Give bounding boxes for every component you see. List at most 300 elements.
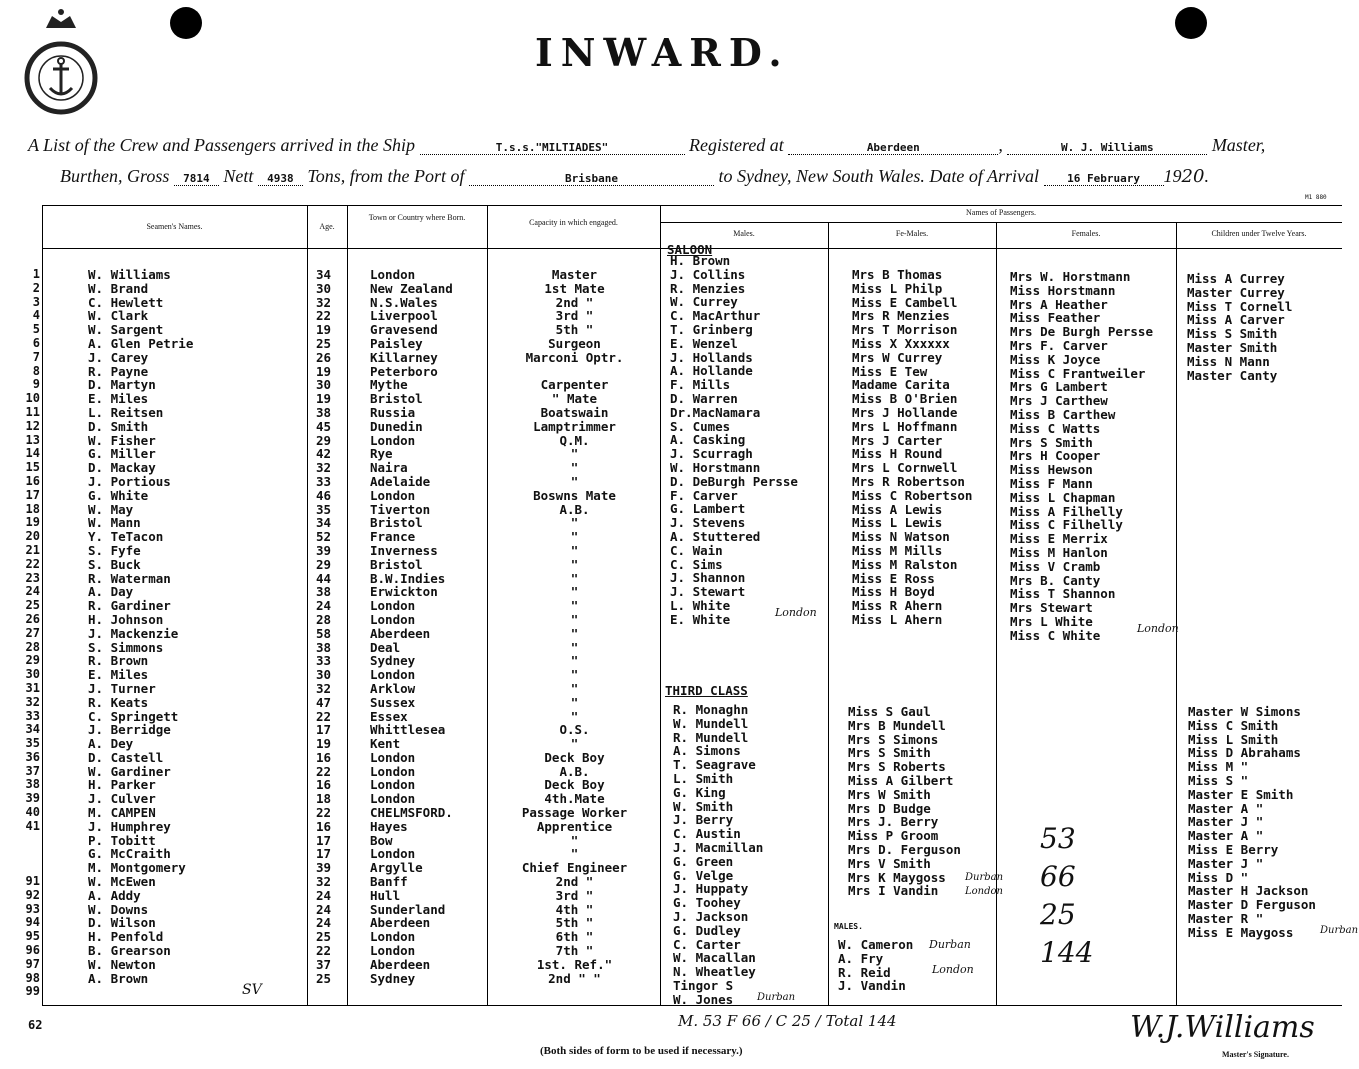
crew-age: 32 xyxy=(316,460,332,476)
initials: SV xyxy=(242,982,262,998)
page-number: 62 xyxy=(28,1018,43,1032)
saloon-female-passenger: Mrs R Robertson xyxy=(852,473,965,489)
saloon-male-passenger: E. White xyxy=(670,611,731,627)
saloon-female-passenger: Mrs L Cornwell xyxy=(852,460,958,476)
crew-age: 58 xyxy=(316,625,332,641)
crew-row-number: 26 xyxy=(25,611,40,626)
crew-name: B. Grearson xyxy=(88,943,171,959)
crew-row-number: 33 xyxy=(25,708,40,723)
saloon-female-passenger: Mrs A Heather xyxy=(1010,296,1108,312)
saloon-female-passenger: Miss M Mills xyxy=(852,542,943,558)
third-male-passenger: J. Vandin xyxy=(838,978,906,994)
saloon-female-passenger: Miss L Chapman xyxy=(1010,489,1116,505)
crew-row-number: 99 xyxy=(25,984,40,999)
burthen-label: Burthen, Gross xyxy=(60,166,170,186)
crew-capacity: Chief Engineer xyxy=(521,860,628,876)
crew-age: 22 xyxy=(316,708,332,724)
crew-birthplace: Arklow xyxy=(370,680,416,696)
third-female-passenger: Mrs I Vandin xyxy=(848,883,939,899)
third-female-passenger: Mrs S Smith xyxy=(848,745,931,761)
crew-birthplace: London xyxy=(370,611,416,627)
crew-row-number: 40 xyxy=(25,805,40,820)
third-male-passenger: J. Huppaty xyxy=(673,881,749,897)
crew-capacity: 2nd " xyxy=(555,874,594,890)
saloon-female-passenger: Miss E Ross xyxy=(852,570,935,586)
saloon-female-passenger: Miss C Watts xyxy=(1010,420,1101,436)
saloon-female-passenger: Miss B O'Brien xyxy=(852,391,958,407)
saloon-female-passenger: Mrs W. Horstmann xyxy=(1010,269,1131,284)
crew-birthplace: London xyxy=(370,846,416,862)
crew-birthplace: CHELMSFORD. xyxy=(370,805,453,821)
crew-age: 19 xyxy=(316,363,332,379)
third-female-passenger: Mrs B Mundell xyxy=(848,717,946,733)
crew-age: 22 xyxy=(316,763,332,779)
third-male-passenger: W. Mundell xyxy=(673,715,749,731)
crew-age: 34 xyxy=(316,267,332,282)
crew-age: 29 xyxy=(316,432,332,448)
crew-birthplace: Sydney xyxy=(370,653,416,669)
binder-hole-right xyxy=(1175,7,1207,39)
third-male-passenger: W. Macallan xyxy=(673,950,756,966)
crew-row-number: 1 xyxy=(32,267,40,281)
saloon-female-passenger: Miss Hewson xyxy=(1010,462,1093,478)
saloon-female-passenger: Miss E Tew xyxy=(852,363,928,379)
col-head-children: Children under Twelve Years. xyxy=(1211,229,1307,238)
arrival-date: 16 February xyxy=(1044,172,1164,186)
saloon-male-passenger: D. DeBurgh Persse xyxy=(670,473,798,489)
crew-birthplace: Erwickton xyxy=(370,584,438,600)
saloon-male-passenger: A. Stuttered xyxy=(670,528,761,544)
crew-name: D. Castell xyxy=(88,749,164,765)
crew-name: W. Clark xyxy=(88,308,149,324)
third-female-passenger: Mrs S Roberts xyxy=(848,759,946,775)
saloon-female-passenger: Miss E Merrix xyxy=(1010,531,1108,547)
saloon-female-passenger: Mrs J Carthew xyxy=(1010,393,1108,409)
crew-capacity xyxy=(492,365,657,379)
crew-capacity: 2nd " " xyxy=(548,970,601,986)
crew-birthplace: Rye xyxy=(370,446,393,462)
saloon-male-passenger: Dr.MacNamara xyxy=(670,404,761,420)
crew-name: C. Springett xyxy=(88,708,179,724)
crew-birthplace: Naira xyxy=(370,460,408,476)
crew-capacity: " xyxy=(570,598,579,614)
crew-birthplace: Sunderland xyxy=(370,901,446,917)
crew-birthplace: London xyxy=(370,791,416,807)
crew-age: 22 xyxy=(316,805,332,821)
crew-birthplace: Sussex xyxy=(370,694,416,710)
crew-capacity: O.S. xyxy=(559,722,590,738)
crew-age: 17 xyxy=(316,722,332,738)
saloon-female-passenger: Miss C White xyxy=(1010,627,1101,643)
third-child-passenger: Master A " xyxy=(1188,800,1264,816)
saloon-female-passenger: Miss B Carthew xyxy=(1010,406,1116,422)
crew-age: 26 xyxy=(316,349,332,365)
crew-age: 44 xyxy=(316,570,332,586)
third-male-passenger: J. Jackson xyxy=(673,908,749,924)
crew-row-number: 25 xyxy=(25,598,40,613)
third-male-passenger: A. Simons xyxy=(673,743,741,759)
saloon-female-passenger: Miss A Lewis xyxy=(852,501,943,517)
crew-age: 32 xyxy=(316,294,332,310)
third-child-passenger: Miss E Maygoss xyxy=(1188,924,1294,940)
crew-name: S. Fyfe xyxy=(88,542,141,558)
crew-age: 37 xyxy=(316,956,332,972)
crew-name: W. Newton xyxy=(88,956,156,972)
third-female-passenger: Mrs K Maygoss xyxy=(848,869,946,885)
crew-capacity: Apprentice xyxy=(536,818,613,834)
third-male-passenger: G. Dudley xyxy=(673,922,741,938)
crew-name: M. CAMPEN xyxy=(88,805,156,821)
third-male-passenger: L. Smith xyxy=(673,770,734,786)
crew-capacity: " xyxy=(570,460,579,476)
crew-birthplace: Banff xyxy=(370,874,408,890)
saloon-male-passenger: T. Grinberg xyxy=(670,321,753,337)
saloon-male-passenger: W. Horstmann xyxy=(670,459,761,475)
crew-name: J. Berridge xyxy=(88,722,171,738)
crew-row-number: 31 xyxy=(25,680,40,695)
crew-capacity: 3rd " xyxy=(555,308,594,324)
col-rule xyxy=(347,205,348,1005)
saloon-females-column-1 xyxy=(852,268,972,627)
crew-name: W. Williams xyxy=(88,267,171,282)
crew-age: 34 xyxy=(316,515,332,531)
saloon-female-passenger: Mrs T Morrison xyxy=(852,322,958,338)
third-child-passenger: Master D Ferguson xyxy=(1188,897,1316,913)
saloon-female-passenger: Miss F Mann xyxy=(1010,475,1093,491)
crew-row-number: 36 xyxy=(25,749,40,764)
crew-capacity: " xyxy=(570,625,579,641)
crew-row-number: 39 xyxy=(25,791,40,806)
note-durban-1: Durban xyxy=(965,872,1004,883)
crew-name: R. Waterman xyxy=(88,570,171,586)
crew-age: 46 xyxy=(316,487,332,503)
crew-age: 25 xyxy=(316,335,332,351)
saloon-female-passenger: Mrs G Lambert xyxy=(1010,379,1108,395)
crew-row-number xyxy=(0,861,40,875)
third-male-passenger: J. Berry xyxy=(673,812,734,828)
third-child-passenger: Master W Simons xyxy=(1188,704,1301,719)
saloon-female-passenger: Miss C Filhelly xyxy=(1010,517,1123,533)
saloon-male-passenger: A. Hollande xyxy=(670,363,753,379)
crew-name: H. Penfold xyxy=(88,929,164,945)
saloon-male-passenger: C. Wain xyxy=(670,542,723,558)
third-class-heading: THIRD CLASS xyxy=(665,683,748,698)
saloon-child-passenger: Master Smith xyxy=(1187,339,1278,355)
third-females-column xyxy=(848,705,961,898)
crew-age: 30 xyxy=(316,280,332,296)
crew-row-number: 98 xyxy=(25,970,40,985)
crew-birthplace: Mythe xyxy=(370,377,408,393)
saloon-bracket-note-2: London xyxy=(1137,622,1179,635)
third-male-passenger: Tingor S xyxy=(673,977,734,993)
third-males2-heading: MALES. xyxy=(834,922,863,931)
crew-age: 24 xyxy=(316,901,332,917)
note-durban-4: Durban xyxy=(757,992,796,1003)
crew-capacity: " xyxy=(570,832,579,848)
crew-name: A. Brown xyxy=(88,970,149,986)
col-head-capacity: Capacity in which engaged. xyxy=(529,218,618,227)
footer-note: (Both sides of form to be used if necessary.) xyxy=(540,1045,743,1057)
crew-age: 32 xyxy=(316,874,332,890)
year-suffix: 20 xyxy=(1181,166,1205,187)
crew-capacity: A.B. xyxy=(559,763,590,779)
crew-row-number: 35 xyxy=(25,736,40,751)
crew-birthplace: Adelaide xyxy=(370,473,431,489)
third-male-passenger: W. Cameron xyxy=(838,937,914,952)
crew-birthplace: Paisley xyxy=(370,335,423,351)
crew-age: 19 xyxy=(316,736,332,752)
saloon-female-passenger: Miss H Boyd xyxy=(852,584,935,600)
saloon-male-passenger: F. Mills xyxy=(670,377,731,393)
crew-age: 25 xyxy=(316,929,332,945)
saloon-female-passenger: Miss L Lewis xyxy=(852,515,943,531)
crew-birthplace: London xyxy=(370,777,416,793)
saloon-female-passenger: Miss E Cambell xyxy=(852,294,958,310)
saloon-female-passenger: Mrs Stewart xyxy=(1010,600,1093,616)
saloon-female-passenger: Mrs J Carter xyxy=(852,432,943,448)
saloon-male-passenger: J. Collins xyxy=(670,266,746,282)
crew-capacity: " xyxy=(570,653,579,669)
crew-name: J. Culver xyxy=(88,791,156,807)
crew-name: A. Day xyxy=(88,584,134,600)
crew-age: 38 xyxy=(316,639,332,655)
saloon-female-passenger: Mrs F. Carver xyxy=(1010,337,1108,353)
crew-name: Y. TeTacon xyxy=(88,529,164,545)
col-head-age: Age. xyxy=(319,222,335,231)
col-head-males: Males. xyxy=(733,229,755,238)
crew-row-number: 2 xyxy=(32,280,40,295)
crew-capacity: " xyxy=(570,570,579,586)
binder-hole-left xyxy=(170,7,202,39)
crew-age: 19 xyxy=(316,322,332,338)
third-female-passenger: Mrs J. Berry xyxy=(848,814,939,830)
saloon-children-column xyxy=(1187,272,1292,382)
crew-age: 24 xyxy=(316,598,332,614)
crew-birthplace: London xyxy=(370,763,416,779)
crew-capacity: " xyxy=(570,611,579,627)
col-head-females-1: Fe-Males. xyxy=(895,229,929,238)
gross-tons: 7814 xyxy=(174,172,219,186)
crew-name: G. McCraith xyxy=(88,846,171,862)
saloon-male-passenger: C. MacArthur xyxy=(670,308,761,324)
crew-birthplace: Bristol xyxy=(370,515,423,531)
saloon-male-passenger: L. White xyxy=(670,597,731,613)
saloon-males-column xyxy=(670,254,798,627)
saloon-female-passenger: Miss M Ralston xyxy=(852,556,958,572)
crew-row-number: 21 xyxy=(25,542,40,557)
crew-capacity: Marconi Optr. xyxy=(525,349,624,365)
crew-age: 42 xyxy=(316,446,332,462)
form-reference: M1 880 xyxy=(1305,194,1327,201)
crew-born-column xyxy=(370,268,453,985)
crew-age: 17 xyxy=(316,832,332,848)
crew-birthplace: Russia xyxy=(370,404,416,420)
col-rule xyxy=(828,222,829,1005)
third-child-passenger: Master E Smith xyxy=(1188,786,1294,802)
crew-row-number: 8 xyxy=(32,363,40,378)
crew-name: D. Wilson xyxy=(88,915,156,931)
crew-name: W. McEwen xyxy=(88,874,156,890)
third-female-passenger: Mrs D. Ferguson xyxy=(848,841,961,857)
crew-birthplace: Inverness xyxy=(370,542,438,558)
crew-name: W. Brand xyxy=(88,280,149,296)
crew-birthplace: London xyxy=(370,943,416,959)
crew-name: W. May xyxy=(88,501,134,517)
saloon-female-passenger: Miss N Watson xyxy=(852,529,950,545)
crew-birthplace: Killarney xyxy=(370,349,438,365)
crew-capacity: 4th.Mate xyxy=(544,791,605,807)
crew-name: A. Addy xyxy=(88,887,141,903)
saloon-bracket-note: London xyxy=(775,606,817,619)
crew-birthplace: London xyxy=(370,598,416,614)
crew-row-number: 91 xyxy=(25,874,40,889)
crew-name: H. Johnson xyxy=(88,611,164,627)
master-label: Master, xyxy=(1211,135,1266,155)
crew-capacity: 3rd " xyxy=(555,887,594,903)
crew-row-number: 3 xyxy=(32,294,40,309)
destination-label: to Sydney, New South Wales. xyxy=(718,166,925,186)
third-male-passenger: C. Carter xyxy=(673,936,741,952)
crew-birthplace: Liverpool xyxy=(370,308,438,324)
crew-birthplace: Hayes xyxy=(370,818,408,834)
crew-birthplace: London xyxy=(370,432,416,448)
saloon-female-passenger: Madame Carita xyxy=(852,377,950,393)
crew-row-number: 93 xyxy=(25,901,40,916)
crew-ages-column xyxy=(316,268,331,985)
tally-figure: 144 xyxy=(1040,936,1094,969)
crew-row-number: 28 xyxy=(25,639,40,654)
ship-name: T.s.s."MILTIADES" xyxy=(420,141,685,155)
third-male-passenger: N. Wheatley xyxy=(673,964,756,980)
crew-name: A. Glen Petrie xyxy=(88,335,194,351)
crew-age: 35 xyxy=(316,501,332,517)
crew-name: C. Hewlett xyxy=(88,294,164,310)
crew-capacity: Lamptrimmer xyxy=(533,418,616,434)
crew-capacity: 1st Mate xyxy=(544,280,605,296)
crew-capacity: " xyxy=(570,529,579,545)
crew-birthplace: London xyxy=(370,487,416,503)
crew-capacity: " xyxy=(570,446,579,462)
saloon-child-passenger: Miss A Currey xyxy=(1187,271,1285,286)
third-female-passenger: Mrs S Simons xyxy=(848,731,939,747)
crew-name: L. Reitsen xyxy=(88,404,164,420)
crew-name: W. Downs xyxy=(88,901,149,917)
crew-age: 18 xyxy=(316,791,332,807)
crew-birthplace: N.S.Wales xyxy=(370,294,438,310)
saloon-male-passenger: F. Carver xyxy=(670,487,738,503)
saloon-female-passenger: Mrs H Cooper xyxy=(1010,448,1101,464)
crew-capacity: Surgeon xyxy=(548,335,601,351)
crew-row-number xyxy=(0,847,40,861)
crew-birthplace: B.W.Indies xyxy=(370,570,446,586)
saloon-male-passenger: W. Currey xyxy=(670,294,738,310)
crew-age: 45 xyxy=(316,418,332,434)
third-male-passenger: G. King xyxy=(673,784,726,800)
third-female-passenger: Mrs D Budge xyxy=(848,800,931,816)
crew-name: J. Portious xyxy=(88,473,171,489)
crew-capacity: Boatswain xyxy=(540,404,609,420)
crew-capacity: " xyxy=(570,556,579,572)
crew-age: 25 xyxy=(316,970,332,986)
crew-name: W. Sargent xyxy=(88,322,164,338)
crew-birthplace: Gravesend xyxy=(370,322,438,338)
saloon-male-passenger: C. Sims xyxy=(670,556,723,572)
year-prefix: 19 xyxy=(1163,166,1182,186)
totals-line: M. 53 F 66 / C 25 / Total 144 xyxy=(678,1012,897,1030)
crew-name: D. Smith xyxy=(88,418,149,434)
saloon-female-passenger: Mrs W Currey xyxy=(852,349,943,365)
crew-name: D. Martyn xyxy=(88,377,156,393)
saloon-females-column-2 xyxy=(1010,270,1153,643)
crew-age: 39 xyxy=(316,860,332,876)
saloon-male-passenger: E. Wenzel xyxy=(670,335,738,351)
third-male-passenger: W. Jones xyxy=(673,991,734,1007)
crew-birthplace: Kent xyxy=(370,736,401,752)
crew-age: 28 xyxy=(316,611,332,627)
crew-birthplace: Bristol xyxy=(370,391,423,407)
crew-row-number: 96 xyxy=(25,943,40,958)
crew-capacity: " xyxy=(570,694,579,710)
crew-row-number: 95 xyxy=(25,929,40,944)
crew-name: J. Mackenzie xyxy=(88,625,179,641)
saloon-female-passenger: Miss X Xxxxxx xyxy=(852,335,950,351)
crew-capacity: Master xyxy=(551,267,598,282)
saloon-male-passenger: J. Shannon xyxy=(670,570,746,586)
crew-birthplace: Sydney xyxy=(370,970,416,986)
crew-age: 38 xyxy=(316,404,332,420)
crew-age: 19 xyxy=(316,391,332,407)
saloon-child-passenger: Master Currey xyxy=(1187,284,1285,300)
col-rule xyxy=(42,205,43,1005)
saloon-female-passenger: Mrs De Burgh Persse xyxy=(1010,324,1153,340)
saloon-female-passenger: Mrs R Menzies xyxy=(852,308,950,324)
third-child-passenger: Master A " xyxy=(1188,828,1264,844)
third-male-passenger: A. Fry xyxy=(838,950,884,966)
crew-row-number: 9 xyxy=(32,377,40,392)
crew-birthplace: London xyxy=(370,267,416,282)
saloon-female-passenger: Miss K Joyce xyxy=(1010,351,1101,367)
col-rule xyxy=(487,205,488,1005)
third-child-passenger: Miss M " xyxy=(1188,759,1249,775)
header-line-2: Burthen, Gross 7814 Nett 4938 Tons, from the Port of Brisbane to Sydney, New South Wales. Date of Arrival 16 February 1920. xyxy=(60,166,1209,187)
crew-age: 30 xyxy=(316,667,332,683)
crew-row-number: 7 xyxy=(32,349,40,364)
crew-name: E. Miles xyxy=(88,391,149,407)
third-child-passenger: Miss E Berry xyxy=(1188,841,1279,857)
saloon-female-passenger: Miss R Ahern xyxy=(852,598,943,614)
crew-capacity: 5th " xyxy=(555,915,594,931)
crew-age: 39 xyxy=(316,542,332,558)
document-title: INWARD. xyxy=(535,30,790,75)
crew-age: 24 xyxy=(316,887,332,903)
crew-row-number: 19 xyxy=(25,515,40,530)
crew-birthplace: Aberdeen xyxy=(370,625,431,641)
crew-capacity: " Mate xyxy=(551,391,598,407)
saloon-child-passenger: Miss T Cornell xyxy=(1187,298,1293,314)
crew-capacity: 4th " xyxy=(555,901,594,917)
crew-capacity: Deck Boy xyxy=(544,777,605,793)
crew-age: 22 xyxy=(316,308,332,324)
col-head-born: Town or Country where Born. xyxy=(368,213,466,222)
crew-row-number: 13 xyxy=(25,432,40,447)
crew-row-number: 29 xyxy=(25,653,40,668)
note-london-2: London xyxy=(932,963,974,976)
crew-row-number: 37 xyxy=(25,763,40,778)
crew-birthplace: Whittlesea xyxy=(370,722,446,738)
crew-age: 22 xyxy=(316,943,332,959)
crew-birthplace: New Zealand xyxy=(370,280,453,296)
port-of-departure: Brisbane xyxy=(469,172,714,186)
